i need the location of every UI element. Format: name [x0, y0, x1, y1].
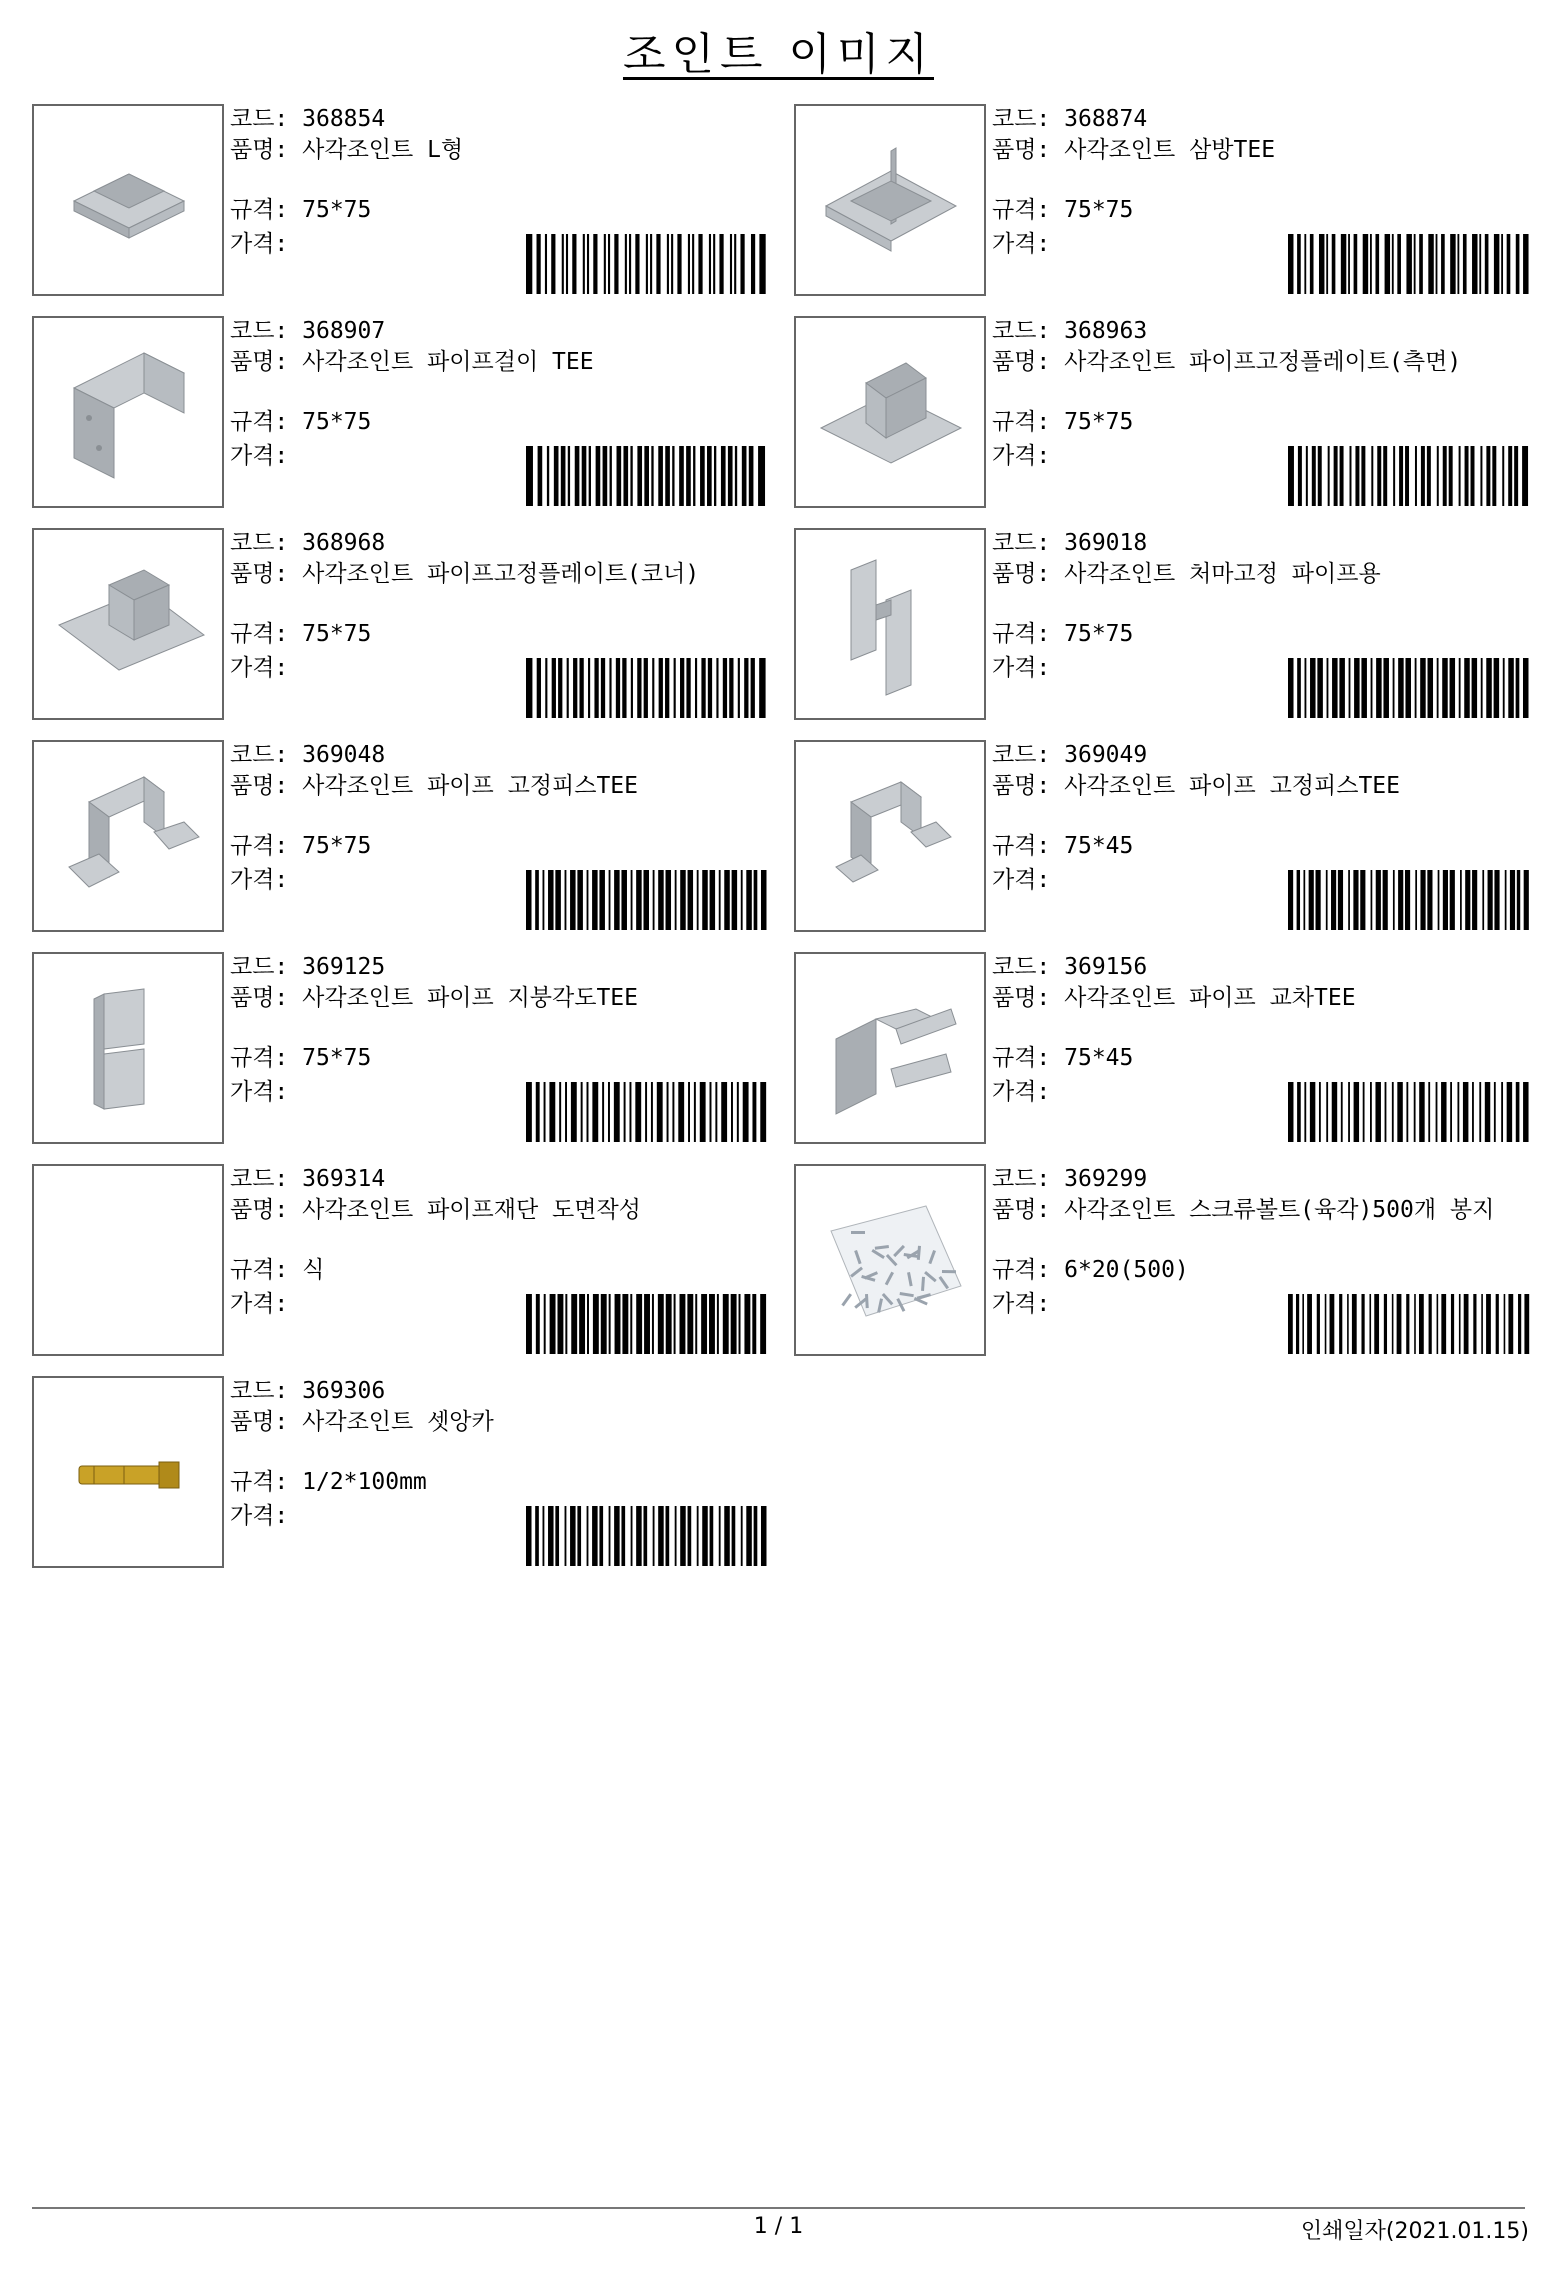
product-card [32, 528, 772, 720]
product-card [794, 740, 1534, 932]
product-card [32, 104, 772, 296]
barcode [1288, 1082, 1534, 1142]
product-code: 코드: 368854 [230, 106, 386, 132]
roof-angle-tee-icon [32, 952, 224, 1144]
product-name: 품명: 사각조인트 파이프재단 도면작성 [230, 1197, 641, 1223]
product-name: 품명: 사각조인트 파이프고정플레이트(코너) [230, 561, 700, 587]
barcode [526, 446, 772, 506]
product-spec: 규격: 식 [230, 1257, 325, 1283]
product-code: 코드: 369306 [230, 1378, 386, 1404]
barcode [526, 1294, 772, 1354]
product-card [794, 316, 1534, 508]
footer-divider [32, 2207, 1525, 2209]
product-price: 가격: [230, 1291, 289, 1317]
product-name: 품명: 사각조인트 처마고정 파이프용 [992, 561, 1381, 587]
barcode [1288, 1294, 1534, 1354]
barcode [1288, 658, 1534, 718]
product-card [32, 316, 772, 508]
fixing-piece-tee-small-icon [794, 740, 986, 932]
product-code: 코드: 369314 [230, 1166, 386, 1192]
product-name: 품명: 사각조인트 파이프 교차TEE [992, 985, 1356, 1011]
product-spec: 규격: 1/2*100mm [230, 1469, 427, 1495]
product-code: 코드: 368968 [230, 530, 386, 556]
product-name: 품명: 사각조인트 파이프 고정피스TEE [230, 773, 638, 799]
product-card [32, 1376, 772, 1568]
product-spec: 규격: 75*45 [992, 833, 1134, 859]
product-name: 품명: 사각조인트 L형 [230, 137, 464, 163]
product-card [32, 740, 772, 932]
barcode [1288, 870, 1534, 930]
cross-tee-icon [794, 952, 986, 1144]
fixing-piece-tee-icon [32, 740, 224, 932]
product-spec: 규격: 75*45 [992, 1045, 1134, 1071]
product-price: 가격: [230, 443, 289, 469]
product-spec: 규격: 75*75 [230, 833, 372, 859]
barcode [526, 1082, 772, 1142]
product-code: 코드: 369018 [992, 530, 1148, 556]
product-code: 코드: 369299 [992, 1166, 1148, 1192]
product-card [32, 1164, 772, 1356]
product-price: 가격: [230, 1079, 289, 1105]
product-card [794, 528, 1534, 720]
product-spec: 규격: 75*75 [230, 197, 372, 223]
product-spec: 규격: 75*75 [230, 621, 372, 647]
barcode [526, 658, 772, 718]
product-code: 코드: 369125 [230, 954, 386, 980]
page-number: 1 / 1 [753, 2214, 804, 2239]
product-price: 가격: [992, 655, 1051, 681]
blank-image [32, 1164, 224, 1356]
product-spec: 규격: 75*75 [230, 409, 372, 435]
barcode [526, 1506, 772, 1566]
product-spec: 규격: 6*20(500) [992, 1257, 1189, 1283]
product-code: 코드: 368907 [230, 318, 386, 344]
pipe-hanger-tee-icon [32, 316, 224, 508]
product-price: 가격: [992, 1291, 1051, 1317]
product-name: 품명: 사각조인트 스크류볼트(육각)500개 봉지 [992, 1197, 1495, 1223]
screw-bag-icon [794, 1164, 986, 1356]
eave-bracket-icon [794, 528, 986, 720]
product-price: 가격: [230, 655, 289, 681]
product-code: 코드: 368963 [992, 318, 1148, 344]
product-code: 코드: 368874 [992, 106, 1148, 132]
product-spec: 규격: 75*75 [992, 409, 1134, 435]
corner-base-plate-icon [32, 528, 224, 720]
product-price: 가격: [230, 1503, 289, 1529]
product-card [32, 952, 772, 1144]
product-spec: 규격: 75*75 [992, 197, 1134, 223]
l-joint-icon [32, 104, 224, 296]
product-price: 가격: [992, 443, 1051, 469]
page-title: 조인트 이미지 [622, 29, 934, 80]
product-price: 가격: [230, 231, 289, 257]
product-name: 품명: 사각조인트 삼방TEE [992, 137, 1276, 163]
product-price: 가격: [992, 1079, 1051, 1105]
barcode [1288, 446, 1534, 506]
barcode [526, 234, 772, 294]
product-spec: 규격: 75*75 [992, 621, 1134, 647]
product-code: 코드: 369156 [992, 954, 1148, 980]
barcode [526, 870, 772, 930]
print-date: 인쇄일자(2021.01.15) [1300, 2219, 1529, 2244]
three-way-tee-icon [794, 104, 986, 296]
product-name: 품명: 사각조인트 파이프걸이 TEE [230, 349, 594, 375]
product-card [794, 1164, 1534, 1356]
product-card [794, 104, 1534, 296]
product-code: 코드: 369048 [230, 742, 386, 768]
product-price: 가격: [992, 867, 1051, 893]
side-base-plate-icon [794, 316, 986, 508]
product-price: 가격: [230, 867, 289, 893]
product-name: 품명: 사각조인트 셋앙카 [230, 1409, 494, 1435]
anchor-bolt-icon [32, 1376, 224, 1568]
product-name: 품명: 사각조인트 파이프 고정피스TEE [992, 773, 1400, 799]
product-name: 품명: 사각조인트 파이프 지붕각도TEE [230, 985, 638, 1011]
product-card [794, 952, 1534, 1144]
product-spec: 규격: 75*75 [230, 1045, 372, 1071]
product-code: 코드: 369049 [992, 742, 1148, 768]
product-price: 가격: [992, 231, 1051, 257]
barcode [1288, 234, 1534, 294]
product-name: 품명: 사각조인트 파이프고정플레이트(측면) [992, 349, 1462, 375]
